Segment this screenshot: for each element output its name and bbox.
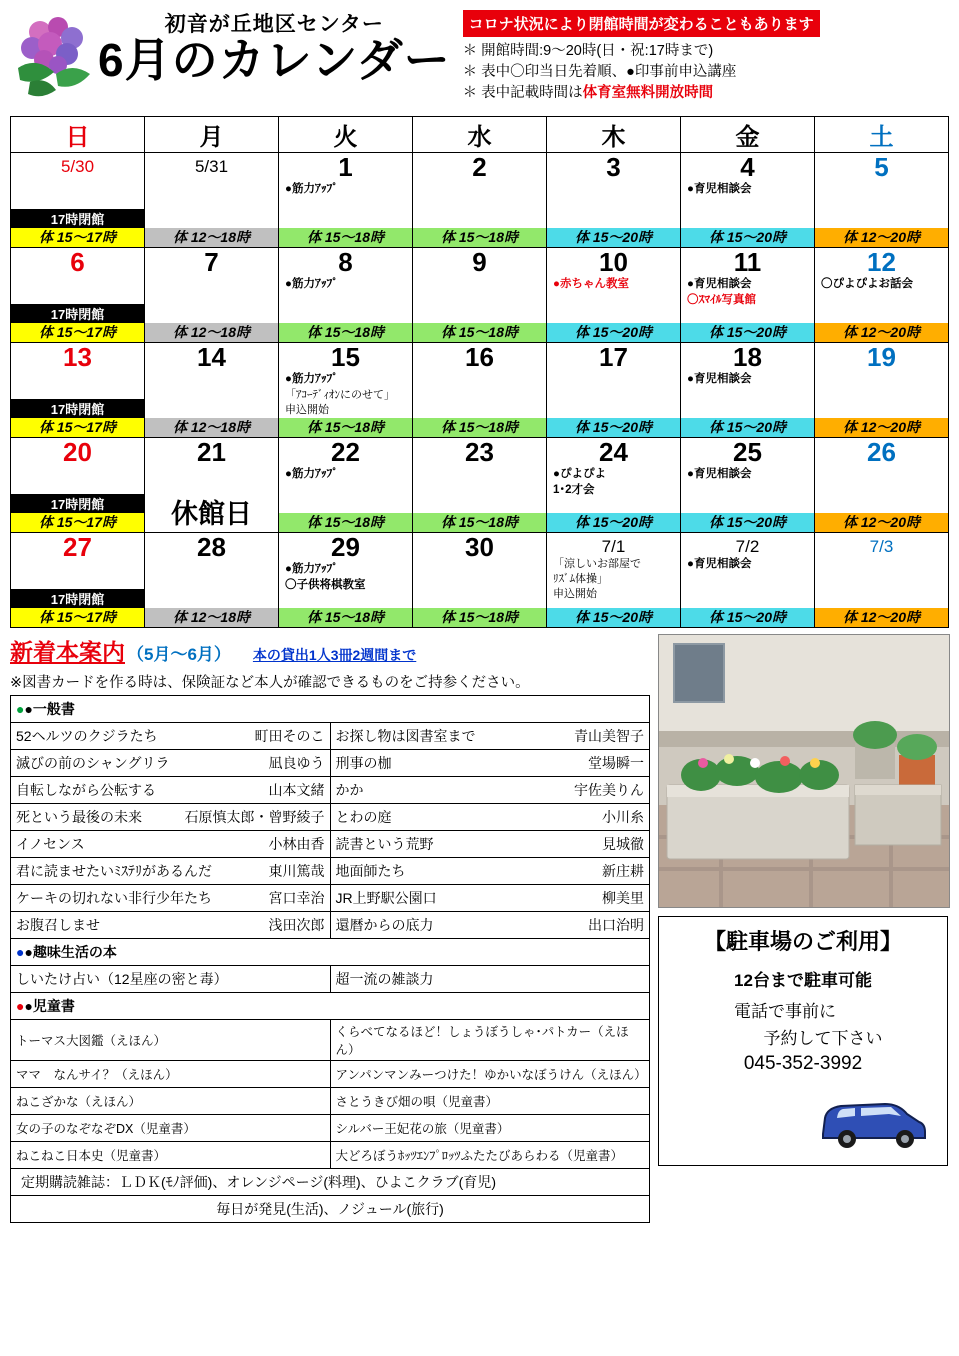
event-item: ●育児相談会 xyxy=(687,183,752,196)
gym-open-time: 体 12～20時 xyxy=(815,513,948,532)
calendar-day-cell xyxy=(413,248,547,343)
calendar-day-cell xyxy=(413,438,547,533)
day-number: 5 xyxy=(874,152,889,182)
book-title: 読書という荒野 xyxy=(335,836,434,852)
book-author: 柳美里 xyxy=(602,890,644,906)
parking-reserve-1: 電話で事前に xyxy=(734,1002,836,1021)
gym-open-time: 体 12～20時 xyxy=(815,228,948,247)
dow-fri: 金 xyxy=(681,117,815,153)
dow-wed: 水 xyxy=(413,117,547,153)
book-cell-left: ねこねこ日本史（児童書） xyxy=(11,1142,331,1169)
gym-open-time: 体 15～20時 xyxy=(547,418,680,437)
calendar-day-cell xyxy=(547,248,681,343)
book-author: 山本文緒 xyxy=(268,782,325,798)
calendar-day-cell xyxy=(815,153,949,248)
magazines-row-2 xyxy=(11,1196,650,1223)
lower-section xyxy=(10,634,949,1223)
dow-sun: 日 xyxy=(11,117,145,153)
book-cell-left xyxy=(11,858,331,885)
gym-open-time: 体 12～18時 xyxy=(145,608,278,627)
day-number: 7/2 xyxy=(735,537,760,556)
book-cell-left: トーマス大図鑑（えほん） xyxy=(11,1020,331,1061)
calendar-day-cell xyxy=(681,248,815,343)
gym-open-time: 体 15～18時 xyxy=(279,228,412,247)
section-row-child xyxy=(11,993,650,1020)
day-number: 7/3 xyxy=(869,537,894,556)
magazines-line-1: 定期購読雑誌：ＬＤＫ(ﾓﾉ評価)、オレンジページ(料理)、ひよこクラブ(育児) xyxy=(11,1169,650,1196)
day-events xyxy=(279,561,412,593)
event-note: ﾘｽﾞﾑ体操」 xyxy=(553,572,608,585)
book-title: JR上野駅公園口 xyxy=(335,890,437,906)
notice-line-3-highlight: 体育室無料開放時間 xyxy=(582,85,714,102)
event-item: ●育児相談会 xyxy=(687,278,752,291)
gym-open-time: 体 12～20時 xyxy=(815,608,948,627)
day-events xyxy=(547,276,680,293)
book-title: お腹召しませ xyxy=(16,917,100,933)
book-cell-right: さとうきび畑の唄（児童書） xyxy=(330,1088,650,1115)
book-cell-right xyxy=(330,723,650,750)
book-title: 地面師たち xyxy=(335,863,406,879)
section-row-hobby xyxy=(11,939,650,966)
new-books-section xyxy=(10,634,650,1223)
book-author: 石原慎太郎・曾野綾子 xyxy=(184,809,325,825)
event-item: ●ぴよぴよ xyxy=(553,468,606,481)
day-number: 17 xyxy=(599,342,628,372)
dow-tue: 火 xyxy=(279,117,413,153)
book-author: 堂場瞬一 xyxy=(588,755,644,771)
gym-open-time: 体 12～18時 xyxy=(145,323,278,342)
calendar-day-cell xyxy=(11,248,145,343)
section-bullet-hobby: ● xyxy=(16,944,25,960)
table-row xyxy=(11,777,650,804)
gym-open-time: 体 15～18時 xyxy=(279,418,412,437)
calendar-day-cell xyxy=(11,438,145,533)
book-author: 宮口幸治 xyxy=(268,890,325,906)
day-events xyxy=(681,556,814,573)
day-number: 23 xyxy=(465,437,494,467)
day-number: 22 xyxy=(331,437,360,467)
book-cell-left: しいたけ占い（12星座の密と毒） xyxy=(11,966,331,993)
book-author: 小林由香 xyxy=(268,836,325,852)
day-events xyxy=(681,371,814,388)
parking-reserve-2: 予約して下さい xyxy=(763,1029,883,1048)
table-row xyxy=(11,831,650,858)
calendar-day-cell xyxy=(145,343,279,438)
table-row xyxy=(11,885,650,912)
calendar-day-cell xyxy=(681,438,815,533)
book-cell-right: アンパンマンみーつけた！ゆかいなぼうけん（えほん） xyxy=(330,1061,650,1088)
day-number: 13 xyxy=(63,342,92,372)
calendar-day-cell xyxy=(815,438,949,533)
covid-banner: コロナ状況により閉館時間が変わることもあります xyxy=(463,10,820,37)
gym-open-time: 体 15～18時 xyxy=(279,608,412,627)
event-note: 申込開始 xyxy=(285,403,329,416)
parking-title: 【駐車場のご利用】 xyxy=(703,929,902,954)
calendar-day-cell xyxy=(815,533,949,628)
gym-open-time: 体 15～20時 xyxy=(681,418,814,437)
day-events xyxy=(681,276,814,308)
notice-line-2: ＊ 表中〇印当日先着順、●印事前申込講座 xyxy=(462,64,737,81)
day-number: 10 xyxy=(599,247,628,277)
day-number: 15 xyxy=(331,342,360,372)
calendar-week-row xyxy=(11,438,949,533)
section-label-child: ●児童書 xyxy=(24,998,75,1014)
day-number: 2 xyxy=(472,152,487,182)
notice-block xyxy=(463,6,949,104)
calendar-day-cell xyxy=(681,533,815,628)
day-number: 12 xyxy=(867,247,896,277)
gym-open-time: 体 15～20時 xyxy=(681,513,814,532)
calendar-day-cell xyxy=(413,533,547,628)
book-author: 東川篤哉 xyxy=(268,863,325,879)
book-cell-right xyxy=(330,885,650,912)
book-title: かか xyxy=(335,782,364,798)
page-header xyxy=(10,6,949,114)
gym-open-time: 体 15～17時 xyxy=(11,228,144,247)
section-bullet-general: ● xyxy=(16,701,25,717)
table-row xyxy=(11,912,650,939)
gym-open-time: 体 12～18時 xyxy=(145,228,278,247)
book-title: お探し物は図書室まで xyxy=(335,728,476,744)
book-author: 町田そのこ xyxy=(254,728,325,744)
book-author: 小川糸 xyxy=(602,809,644,825)
calendar-day-cell xyxy=(279,153,413,248)
book-cell-right: 大どろぼうﾎｯﾂｴﾝﾌﾟﾛｯﾂふたたびあらわる（児童書） xyxy=(330,1142,650,1169)
parking-telephone: 045-352-3992 xyxy=(743,1053,863,1074)
book-author: 出口治明 xyxy=(588,917,644,933)
calendar-day-cell xyxy=(145,248,279,343)
calendar-week-row xyxy=(11,343,949,438)
calendar-week-row xyxy=(11,153,949,248)
section-label-general: ●一般書 xyxy=(24,701,75,717)
gym-open-time: 体 15～18時 xyxy=(279,323,412,342)
title-block xyxy=(98,6,451,84)
notice-lines xyxy=(463,41,949,104)
closed-day-label: 休館日 xyxy=(171,499,252,530)
day-number: 30 xyxy=(465,532,494,562)
calendar-week-row xyxy=(11,248,949,343)
day-number: 11 xyxy=(733,247,762,277)
children-books-body xyxy=(11,1020,650,1169)
planter-photo xyxy=(658,634,950,908)
notice-line-3-prefix: ＊ 表中記載時間は xyxy=(462,85,583,102)
event-item: ●筋力ｱｯﾌﾟ xyxy=(285,468,338,481)
magazines-line-2: 毎日が発見(生活)、ノジュール(旅行) xyxy=(11,1196,650,1223)
calendar-day-cell xyxy=(11,153,145,248)
calendar-day-cell xyxy=(681,153,815,248)
day-events xyxy=(681,181,814,198)
book-cell-left xyxy=(11,885,331,912)
book-cell-left xyxy=(11,912,331,939)
table-row xyxy=(11,1020,650,1061)
book-cell-right xyxy=(330,912,650,939)
monthly-calendar xyxy=(10,116,949,628)
library-card-warning: ※図書カードを作る時は、保険証など本人が確認できるものをご持参ください。 xyxy=(10,675,530,691)
calendar-day-cell xyxy=(547,533,681,628)
dow-sat: 土 xyxy=(815,117,949,153)
center-name: 初音が丘地区センター xyxy=(164,13,384,36)
gym-open-time: 体 15～18時 xyxy=(413,513,546,532)
gym-open-time: 体 15～20時 xyxy=(681,228,814,247)
book-author: 凪良ゆう xyxy=(268,755,325,771)
book-author: 新庄耕 xyxy=(602,863,644,879)
book-cell-right xyxy=(330,777,650,804)
calendar-day-cell xyxy=(279,248,413,343)
table-row xyxy=(11,1142,650,1169)
parking-info-box xyxy=(658,916,948,1166)
dow-mon: 月 xyxy=(145,117,279,153)
day-number: 24 xyxy=(599,437,628,467)
book-author: 浅田次郎 xyxy=(268,917,325,933)
new-books-title: 新着本案内 xyxy=(10,639,125,665)
dow-thu: 木 xyxy=(547,117,681,153)
gym-open-time: 体 15～18時 xyxy=(413,228,546,247)
day-number: 5/31 xyxy=(194,157,229,176)
calendar-day-cell xyxy=(547,153,681,248)
book-author: 見城徹 xyxy=(602,836,644,852)
calendar-day-cell xyxy=(11,343,145,438)
day-events xyxy=(279,466,412,483)
book-title: 52ヘルツのクジラたち xyxy=(16,728,158,744)
day-of-week-row xyxy=(11,117,949,153)
gym-open-time: 体 12～20時 xyxy=(815,418,948,437)
closing-time-label: 17時閉館 xyxy=(11,209,144,228)
lending-note: 本の貸出1人3冊2週間まで xyxy=(252,647,417,663)
book-title: ケーキの切れない非行少年たち xyxy=(16,890,212,906)
gym-open-time: 体 15～20時 xyxy=(681,608,814,627)
book-title: 刑事の枷 xyxy=(335,755,392,771)
gym-open-time: 体 15～17時 xyxy=(11,323,144,342)
hobby-books-body xyxy=(11,966,650,993)
closing-time-label: 17時閉館 xyxy=(11,304,144,323)
day-events xyxy=(547,466,680,498)
section-bullet-child: ● xyxy=(16,998,25,1014)
general-books-body xyxy=(11,723,650,939)
book-cell-left xyxy=(11,831,331,858)
book-author: 宇佐美りん xyxy=(574,782,644,798)
book-cell-right xyxy=(330,858,650,885)
event-note: 申込開始 xyxy=(553,587,597,600)
calendar-day-cell xyxy=(145,533,279,628)
gym-open-time: 体 15～20時 xyxy=(547,608,680,627)
book-cell-left: 女の子のなぞなぞDX（児童書） xyxy=(11,1115,331,1142)
gym-open-time: 体 12～20時 xyxy=(815,323,948,342)
day-number: 6 xyxy=(70,247,85,277)
book-cell-left xyxy=(11,750,331,777)
book-title: 君に読ませたいﾐｽﾃﾘがあるんだ xyxy=(16,863,212,879)
calendar-day-cell xyxy=(11,533,145,628)
day-events xyxy=(279,371,412,417)
calendar-day-cell xyxy=(145,153,279,248)
gym-open-time: 体 15～17時 xyxy=(11,608,144,627)
calendar-day-cell xyxy=(547,438,681,533)
table-row xyxy=(11,858,650,885)
book-cell-right xyxy=(330,750,650,777)
book-title: イノセンス xyxy=(16,836,85,852)
book-cell-right: くらべてなるほど！しょうぼうしゃ･パトカー（えほん） xyxy=(330,1020,650,1061)
book-title: 還暦からの底力 xyxy=(335,917,434,933)
table-row xyxy=(11,1088,650,1115)
gym-open-time: 体 15～20時 xyxy=(547,323,680,342)
table-row xyxy=(11,723,650,750)
event-item: 〇子供将棋教室 xyxy=(285,578,366,591)
book-cell-left xyxy=(11,804,331,831)
book-title: 自転しながら公転する xyxy=(16,782,156,798)
book-cell-left xyxy=(11,777,331,804)
section-label-hobby: ●趣味生活の本 xyxy=(24,944,117,960)
table-row xyxy=(11,966,650,993)
closing-time-label: 17時閉館 xyxy=(11,494,144,513)
day-number: 7/1 xyxy=(601,537,626,556)
event-item: 1･2才会 xyxy=(553,483,595,496)
event-item: 〇ぴよぴよお話会 xyxy=(821,278,913,291)
calendar-day-cell xyxy=(145,438,279,533)
day-number: 19 xyxy=(867,342,896,372)
day-events xyxy=(547,556,680,602)
calendar-body xyxy=(11,153,949,628)
day-number: 21 xyxy=(197,437,226,467)
gym-open-time: 体 15～17時 xyxy=(11,418,144,437)
day-number: 7 xyxy=(204,247,219,277)
table-row xyxy=(11,750,650,777)
day-number: 3 xyxy=(606,152,621,182)
parking-capacity: 12台まで駐車可能 xyxy=(734,971,872,990)
day-number: 9 xyxy=(472,247,487,277)
event-item: ●筋力ｱｯﾌﾟ xyxy=(285,373,338,386)
event-item: ●筋力ｱｯﾌﾟ xyxy=(285,278,338,291)
day-number: 16 xyxy=(465,342,494,372)
day-events xyxy=(279,181,412,198)
closing-time-label: 17時閉館 xyxy=(11,589,144,608)
day-number: 26 xyxy=(867,437,896,467)
closing-time-label: 17時閉館 xyxy=(11,399,144,418)
gym-open-time: 体 15～18時 xyxy=(413,608,546,627)
day-number: 18 xyxy=(733,342,762,372)
gym-open-time: 体 15～20時 xyxy=(547,228,680,247)
day-number: 8 xyxy=(338,247,353,277)
calendar-day-cell xyxy=(413,153,547,248)
books-table xyxy=(10,695,650,1223)
book-author: 青山美智子 xyxy=(574,728,644,744)
book-cell-left: ママ なんサイ？（えほん） xyxy=(11,1061,331,1088)
car-icon xyxy=(811,1090,931,1157)
hydrangea-flower-icon xyxy=(10,10,102,102)
new-books-header xyxy=(10,634,650,667)
calendar-day-cell xyxy=(279,533,413,628)
calendar-day-cell xyxy=(279,438,413,533)
day-number: 4 xyxy=(740,152,755,182)
gym-open-time: 体 15～17時 xyxy=(11,513,144,532)
day-events xyxy=(681,466,814,483)
event-note: 「涼しいお部屋で xyxy=(553,557,641,570)
gym-open-time: 体 15～20時 xyxy=(547,513,680,532)
book-cell-right: 超一流の雑談力 xyxy=(330,966,650,993)
event-item: ●育児相談会 xyxy=(687,373,752,386)
gym-open-time: 体 15～18時 xyxy=(279,513,412,532)
new-books-subtitle: （5月～6月） xyxy=(127,645,231,664)
event-note: 「ｱｺｰﾃﾞｨｵﾝにのせて」 xyxy=(285,388,395,401)
book-cell-right: シルバー王妃花の旅（児童書） xyxy=(330,1115,650,1142)
day-number: 5/30 xyxy=(60,157,95,176)
event-item: ●赤ちゃん教室 xyxy=(553,278,629,291)
day-number: 25 xyxy=(733,437,762,467)
table-row xyxy=(11,1115,650,1142)
day-events xyxy=(815,276,948,293)
day-events xyxy=(279,276,412,293)
day-number: 14 xyxy=(197,342,226,372)
book-title: とわの庭 xyxy=(335,809,392,825)
notice-line-3 xyxy=(463,83,949,104)
page-title: 6月のカレンダー xyxy=(98,34,451,86)
gym-open-time: 体 12～18時 xyxy=(145,418,278,437)
day-number: 20 xyxy=(63,437,92,467)
calendar-day-cell xyxy=(413,343,547,438)
calendar-day-cell xyxy=(547,343,681,438)
book-cell-right xyxy=(330,831,650,858)
gym-open-time: 体 15～18時 xyxy=(413,323,546,342)
gym-open-time: 体 15～20時 xyxy=(681,323,814,342)
notice-line-1: ＊ 開館時間:9～20時(日・祝:17時まで) xyxy=(462,43,714,59)
event-item: ●筋力ｱｯﾌﾟ xyxy=(285,563,338,576)
gym-open-time: 体 15～18時 xyxy=(413,418,546,437)
book-title: 滅びの前のシャングリラ xyxy=(16,755,170,771)
event-item: ●育児相談会 xyxy=(687,468,752,481)
book-cell-left xyxy=(11,723,331,750)
book-cell-right xyxy=(330,804,650,831)
calendar-day-cell xyxy=(815,248,949,343)
event-item: 〇ｽﾏｲﾙ写真館 xyxy=(687,293,756,306)
calendar-day-cell xyxy=(681,343,815,438)
day-number: 1 xyxy=(338,152,353,182)
right-column xyxy=(658,634,950,1223)
calendar-week-row xyxy=(11,533,949,628)
day-number: 28 xyxy=(197,532,226,562)
book-cell-left: ねこざかな（えほん） xyxy=(11,1088,331,1115)
book-title: 死という最後の未来 xyxy=(16,809,142,825)
section-row-general xyxy=(11,696,650,723)
magazines-row-1 xyxy=(11,1169,650,1196)
event-item: ●筋力ｱｯﾌﾟ xyxy=(285,183,338,196)
table-row xyxy=(11,1061,650,1088)
day-number: 27 xyxy=(63,532,92,562)
calendar-day-cell xyxy=(815,343,949,438)
calendar-day-cell xyxy=(279,343,413,438)
table-row xyxy=(11,804,650,831)
day-number: 29 xyxy=(331,532,360,562)
event-item: ●育児相談会 xyxy=(687,557,752,570)
